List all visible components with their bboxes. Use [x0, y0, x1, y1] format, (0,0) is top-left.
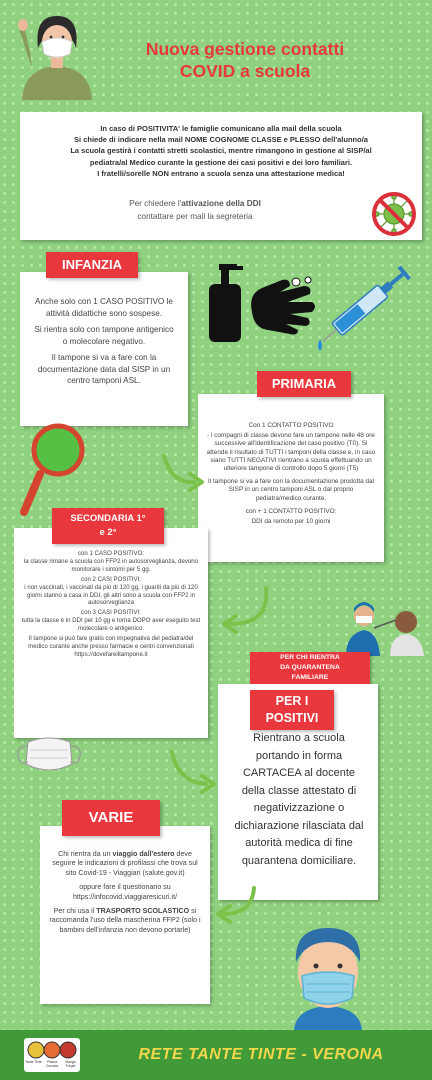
varie-card: [40, 826, 210, 1004]
syringe-icon: [308, 255, 424, 355]
primaria-title: PRIMARIA: [257, 371, 351, 397]
intro-line: La scuola gestirà i contatti stretti scolastici, mentre rimangono in gestione al SISP/al: [70, 146, 372, 156]
secondaria-case-text: la classe rimane a scuola con FFP2 in autosorveglianza, devono monitorare i sintomi per 5 gg.: [23, 557, 199, 573]
logo-icon: [26, 1040, 78, 1060]
infanzia-paragraph: Si rientra solo con tampone antigenico o molecolare negativo.: [34, 325, 174, 346]
title-line-2: COVID a scuola: [179, 61, 311, 81]
primaria-paragraph: DDI da remoto per 10 giorni: [251, 518, 331, 526]
infanzia-card: [20, 272, 188, 426]
secondaria-case-text: tutta la classe è in DDI per 10 gg e torna DOPO aver eseguito test molecolare o antigenico.: [21, 617, 201, 633]
infanzia-text: [32, 296, 176, 392]
arrow-icon: [210, 884, 260, 924]
varie-paragraph: Per chi usa il TRASPORTO SCOLASTICO si raccomanda l'uso della mascherina FFP2 (solo i bambini dell'infanzia non devono portarle): [49, 907, 201, 934]
page-title: [100, 38, 390, 82]
varie-title: VARIE: [62, 800, 160, 836]
quarantena-header: PER CHI RIENTRA DA QUARANTENA FAMILIARE: [250, 652, 370, 684]
title-line-1: Nuova gestione contatti: [145, 39, 345, 59]
intro-card: [20, 112, 422, 240]
secondaria-case-title: con 1 CASO POSITIVO:: [77, 550, 145, 557]
intro-line: I fratelli/sorelle NON entrano a scuola senza una attestazione medica!: [97, 168, 345, 178]
arrow-icon: [168, 748, 220, 794]
intro-line: pediatra/al Medico curante la gestione dei casi positivi e dei loro familiari.: [89, 157, 353, 167]
face-mask-icon: [14, 732, 84, 778]
no-virus-icon: [370, 190, 418, 238]
woman-with-mask-icon: [14, 8, 100, 100]
infanzia-paragraph: Il tampone si va a fare con la documentazione data dal SISP in un centro tamponi ASL.: [37, 353, 171, 385]
secondaria-case-title: con 2 CASI POSITIVI:: [81, 575, 141, 583]
positivi-title: PER I POSITIVI: [250, 690, 334, 730]
secondaria-case-text: i non vaccinati, i vaccinati da più di 120 gg, i guariti da più di 120 giorni stanno a casa in DDI, gli altri sono a scuola con FFP2 in autosorveglianza: [24, 583, 198, 607]
swab-test-icon: [342, 594, 426, 656]
primaria-paragraph: - i compagni di classe devono fare un tampone nelle 48 ore successive all'identificazione del caso positivo (T0). Si attende il risultato di TUTTI i tamponi della classe e, in caso siano TUTTI NEGATIVI rientrano a scuola effettuando un ulteriore tampone di controllo dopo 5 giorni (T5): [206, 432, 376, 473]
secondaria-case-text: Il tampone si può fare gratis con impegnativa del pediatra/del medico curante anche presso farmacie e centri convenzionati https://dovefareiltampone.it: [28, 635, 194, 658]
intro-line: Si chiede di indicare nella mail NOME COGNOME CLASSE e PLESSO dell'alunno/a: [74, 135, 368, 145]
primaria-text: [206, 422, 376, 531]
primaria-paragraph: Il tampone si va a fare con la documentazione prodotta dal SISP in un centro tamponi ASL o dal proprio pediatra/medico curante.: [208, 478, 374, 502]
intro-text: [26, 123, 416, 179]
arrow-icon: [160, 452, 208, 492]
infanzia-title: INFANZIA: [46, 252, 138, 278]
footer-logo: [24, 1038, 80, 1072]
magnifier-icon: [18, 420, 90, 516]
secondaria-text: [20, 550, 202, 664]
varie-text: [48, 850, 202, 940]
boy-with-mask-icon: [278, 918, 378, 1030]
soap-dispenser-icon: [205, 262, 245, 344]
secondaria-case-title: con 3 CASI POSITIVI:: [81, 609, 141, 617]
intro-line: In caso di POSITIVITA' le famiglie comunicano alla mail della scuola: [100, 124, 342, 133]
varie-paragraph: Chi rientra da un viaggio dall'estero deve seguire le indicazioni di profilassi che trova sul sito Covid-19 - Viaggiari (salute.gov.it): [52, 850, 198, 877]
primaria-card: [198, 394, 384, 562]
logo-labels: Tante Tinte Piazza Corvara Mango Forget: [25, 1060, 76, 1068]
primaria-paragraph: con + 1 CONTATTO POSITIVO:: [245, 507, 337, 515]
footer: [0, 1030, 432, 1080]
secondaria-card: [14, 528, 208, 738]
footer-brand: RETE TANTE TINTE - VERONA: [138, 1046, 384, 1063]
infanzia-paragraph: Anche solo con 1 CASO POSITIVO le attività didattiche sono sospese.: [35, 297, 173, 318]
primaria-paragraph: Con 1 CONTATTO POSITIVO: [248, 422, 334, 429]
positivi-text: Rientrano a scuola portando in forma CARTACEA al docente della classe attestato di negativizzazione o dichiarazione rilasciata dal autorità medica di fine quarantena domiciliare.: [234, 732, 364, 867]
varie-paragraph: oppure fare il questionario su https://infocovid.viaggiaresicuri.it/: [72, 883, 178, 901]
ddi-note: Per chiedere l'attivazione della DDI contattare per mail la segreteria: [129, 199, 261, 221]
secondaria-title: SECONDARIA 1° e 2°: [52, 508, 164, 544]
arrow-icon: [214, 584, 274, 636]
